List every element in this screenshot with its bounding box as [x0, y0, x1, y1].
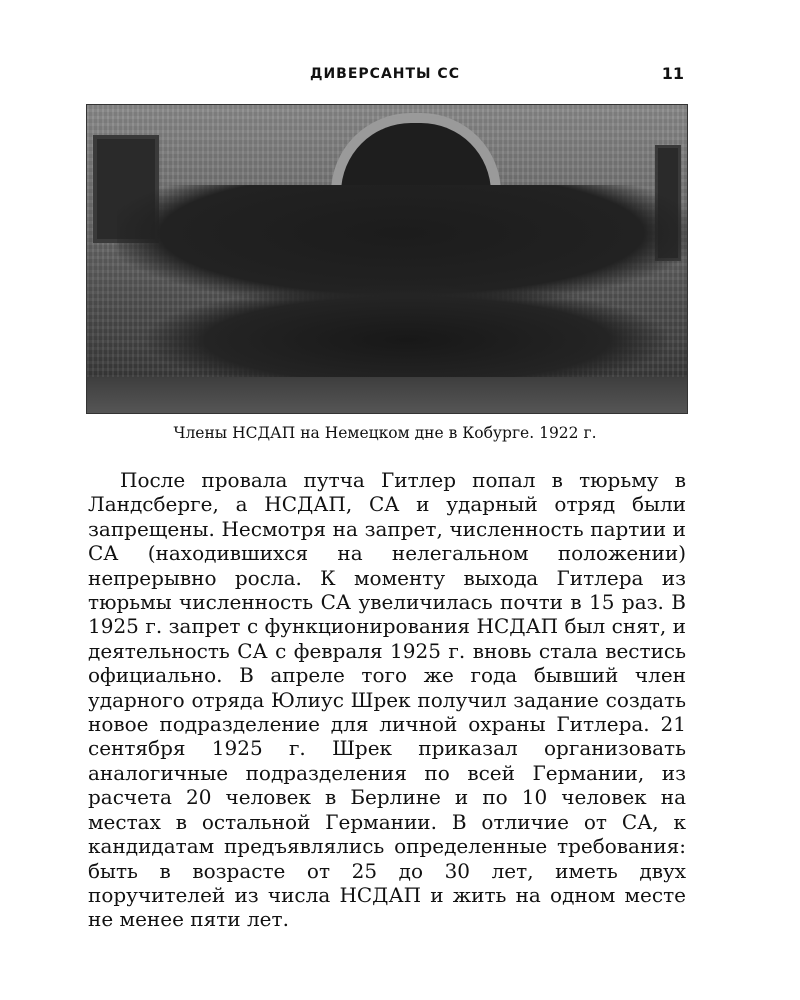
body-paragraph: После провала путча Гитлер попал в тюрьму в Ландсберге, а НСДАП, СА и ударный отряд были запрещены. Несмотря на запрет, численность партии и СА (находившихся на нелегальном положении) непрерывно росла. К моменту выхода Гитлера из тюрьмы численность СА увеличилась почти в 15 раз. В 1925 г. запрет с функционирования НСДАП был снят, и деятельность СА с февраля 1925 г. вновь стала вестись официально. В апреле того же года бывший член ударного отряда Юлиус Шрек получил задание создать новое подразделение для личной охраны Гитлера. 21 сентября 1925 г. Шрек приказал организовать аналогичные подразделения по всей Германии, из расчета 20 человек в Берлине и по 10 человек на местах в остальной Германии. В отличие от СА, к кандидатам предъявлялись определенные требования: быть в возрасте от 25 до 30 лет, иметь двух поручителей из числа НСДАП и жить на одном месте не менее пяти лет.: [88, 468, 686, 932]
historical-group-photo: [86, 104, 688, 414]
figure-caption: Члены НСДАП на Немецком дне в Кобурге. 1922 г.: [173, 424, 597, 442]
page-number: 11: [661, 64, 684, 83]
page-header: [0, 62, 800, 86]
photo-ground: [87, 377, 687, 413]
running-title: ДИВЕРСАНТЫ СС: [310, 66, 460, 82]
body-text: [88, 468, 686, 932]
